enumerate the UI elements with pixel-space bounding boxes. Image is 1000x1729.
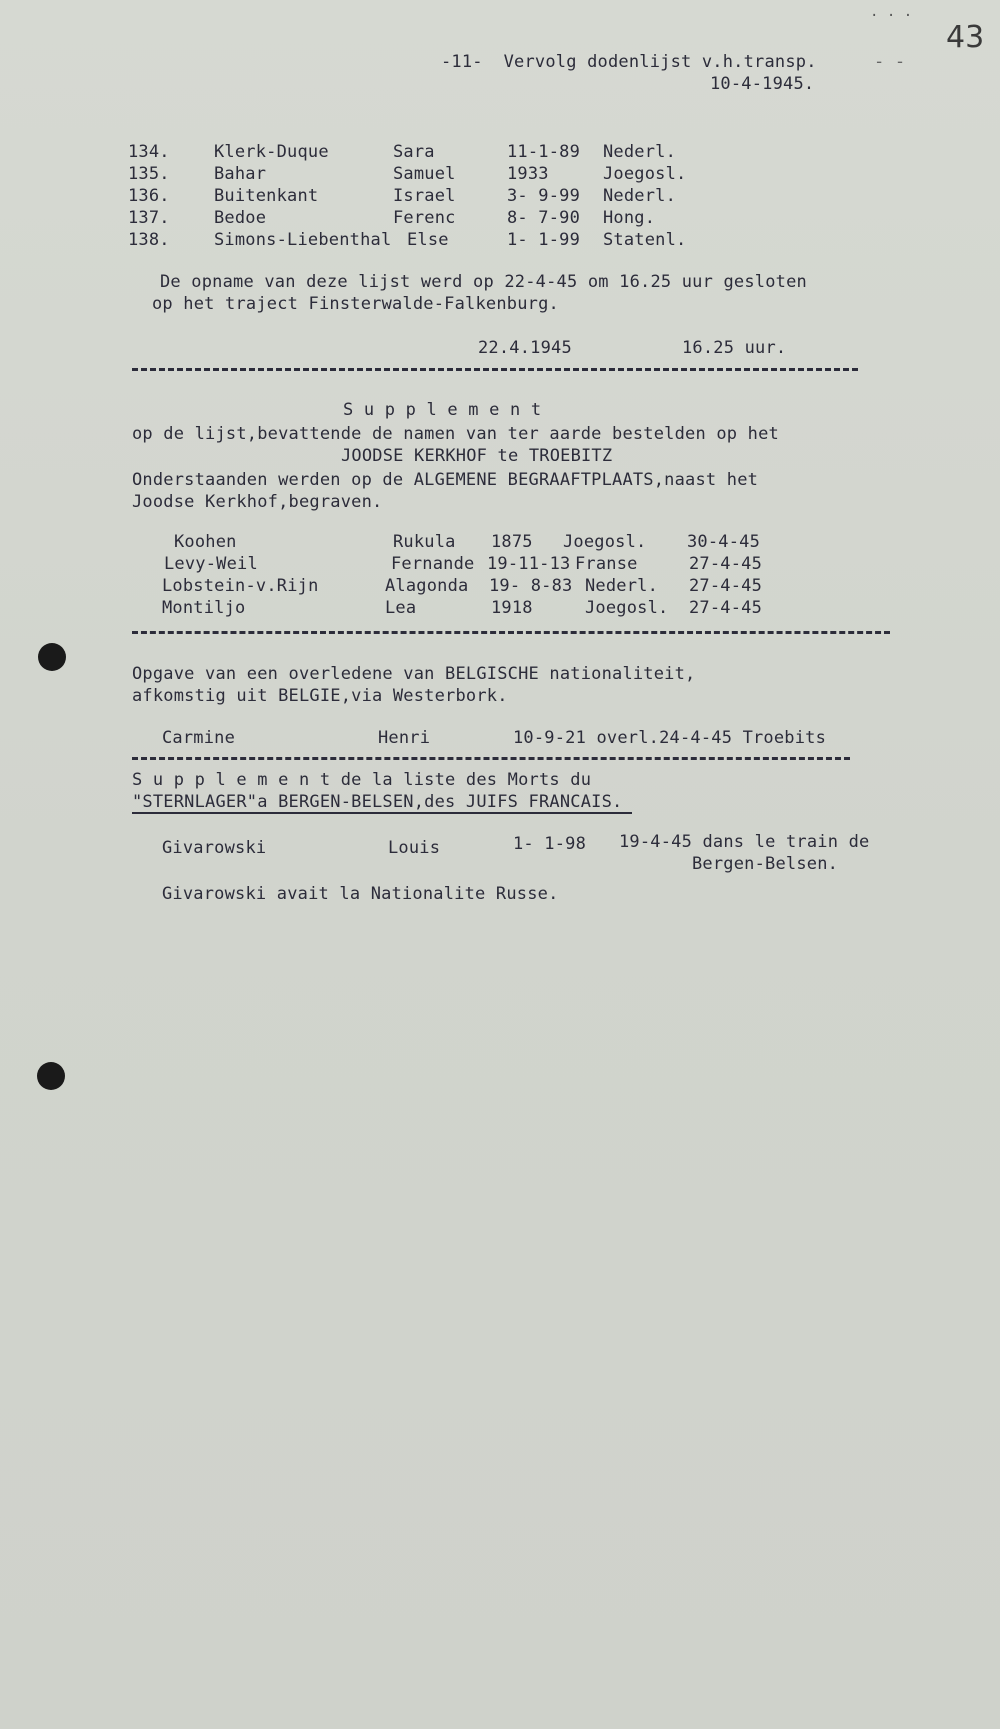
supplement-heading: S u p p l e m e n t — [343, 400, 542, 420]
header-date: 10-4-1945. — [710, 74, 815, 94]
row-surname: Levy-Weil — [164, 554, 258, 574]
entry-birthdate: 1- 1-99 — [507, 230, 581, 250]
entry-number: 136. — [128, 186, 170, 206]
row-birthdate: 19-11-13 — [487, 554, 571, 574]
header-dashes: - - — [874, 52, 906, 72]
entry-surname: Carmine — [162, 728, 236, 748]
belgian-line-1: Opgave van een overledene van BELGISCHE nationaliteit, — [132, 664, 696, 684]
row-nationality: Joegosl. — [563, 532, 647, 552]
row-birthdate: 1918 — [491, 598, 533, 618]
row-birthdate: 19- 8-83 — [489, 576, 573, 596]
entry-nationality: Hong. — [603, 208, 656, 228]
belgian-line-2: afkomstig uit BELGIE,via Westerbork. — [132, 686, 508, 706]
entry-birthdate: 11-1-89 — [507, 142, 581, 162]
separator-line — [132, 368, 858, 371]
corner-marks: . . . — [870, 4, 913, 20]
row-burial-date: 27-4-45 — [689, 554, 763, 574]
row-nationality: Nederl. — [585, 576, 659, 596]
underline — [132, 812, 632, 814]
entry-birthdate: 1933 — [507, 164, 549, 184]
entry-firstname: Israel — [393, 186, 456, 206]
entry-surname: Bedoe — [214, 208, 267, 228]
nationality-note: Givarowski avait la Nationalite Russe. — [162, 884, 559, 904]
entry-nationality: Nederl. — [603, 142, 677, 162]
entry-surname: Simons-Liebenthal — [214, 230, 392, 250]
entry-firstname: Samuel — [393, 164, 456, 184]
separator-line — [132, 757, 850, 760]
row-firstname: Alagonda — [385, 576, 469, 596]
entry-birthdate: 1- 1-98 — [513, 834, 587, 854]
entry-number: 138. — [128, 230, 170, 250]
entry-birthdate: 8- 7-90 — [507, 208, 581, 228]
entry-death-line-2: Bergen-Belsen. — [692, 854, 839, 874]
supplement-line-3: Onderstaanden werden op de ALGEMENE BEGRAAFTPLAATS,naast het — [132, 470, 759, 490]
row-burial-date: 27-4-45 — [689, 576, 763, 596]
row-surname: Koohen — [174, 532, 237, 552]
closing-date: 22.4.1945 — [478, 338, 572, 358]
row-birthdate: 1875 — [491, 532, 533, 552]
row-surname: Montiljo — [162, 598, 246, 618]
entry-death-line-1: 19-4-45 dans le train de — [619, 832, 870, 852]
entry-firstname: Ferenc — [393, 208, 456, 228]
row-firstname: Lea — [385, 598, 417, 618]
row-firstname: Rukula — [393, 532, 456, 552]
supplement-line-2: JOODSE KERKHOF te TROEBITZ — [341, 446, 613, 466]
entry-firstname: Henri — [378, 728, 431, 748]
row-burial-date: 27-4-45 — [689, 598, 763, 618]
entry-nationality: Joegosl. — [603, 164, 687, 184]
entry-number: 135. — [128, 164, 170, 184]
row-surname: Lobstein-v.Rijn — [162, 576, 319, 596]
row-nationality: Franse — [575, 554, 638, 574]
entry-firstname: Louis — [388, 838, 441, 858]
supplement-fr-line-2: "STERNLAGER"a BERGEN-BELSEN,des JUIFS FRANCAIS. — [132, 792, 623, 812]
closing-line-2: op het traject Finsterwalde-Falkenburg. — [152, 294, 559, 314]
closing-time: 16.25 uur. — [682, 338, 787, 358]
header-title: -11- Vervolg dodenlijst v.h.transp. — [441, 52, 817, 72]
entry-nationality: Nederl. — [603, 186, 677, 206]
entry-number: 134. — [128, 142, 170, 162]
entry-firstname: Sara — [393, 142, 435, 162]
entry-nationality: Statenl. — [603, 230, 687, 250]
punch-hole — [37, 1062, 65, 1090]
entry-firstname: Else — [407, 230, 449, 250]
row-burial-date: 30-4-45 — [687, 532, 761, 552]
entry-surname: Givarowski — [162, 838, 267, 858]
supplement-fr-line-1: S u p p l e m e n t de la liste des Morts du — [132, 770, 592, 790]
row-nationality: Joegosl. — [585, 598, 669, 618]
row-firstname: Fernande — [391, 554, 475, 574]
entry-surname: Klerk-Duque — [214, 142, 329, 162]
separator-line — [132, 631, 890, 634]
entry-surname: Bahar — [214, 164, 267, 184]
entry-birthdate: 3- 9-99 — [507, 186, 581, 206]
entry-surname: Buitenkant — [214, 186, 319, 206]
closing-line-1: De opname van deze lijst werd op 22-4-45 om 16.25 uur gesloten — [160, 272, 807, 292]
supplement-line-1: op de lijst,bevattende de namen van ter aarde bestelden op het — [132, 424, 779, 444]
entry-number: 137. — [128, 208, 170, 228]
page-number: 43 — [946, 20, 985, 55]
entry-details: 10-9-21 overl.24-4-45 Troebits — [513, 728, 827, 748]
supplement-line-4: Joodse Kerkhof,begraven. — [132, 492, 383, 512]
punch-hole — [38, 643, 66, 671]
